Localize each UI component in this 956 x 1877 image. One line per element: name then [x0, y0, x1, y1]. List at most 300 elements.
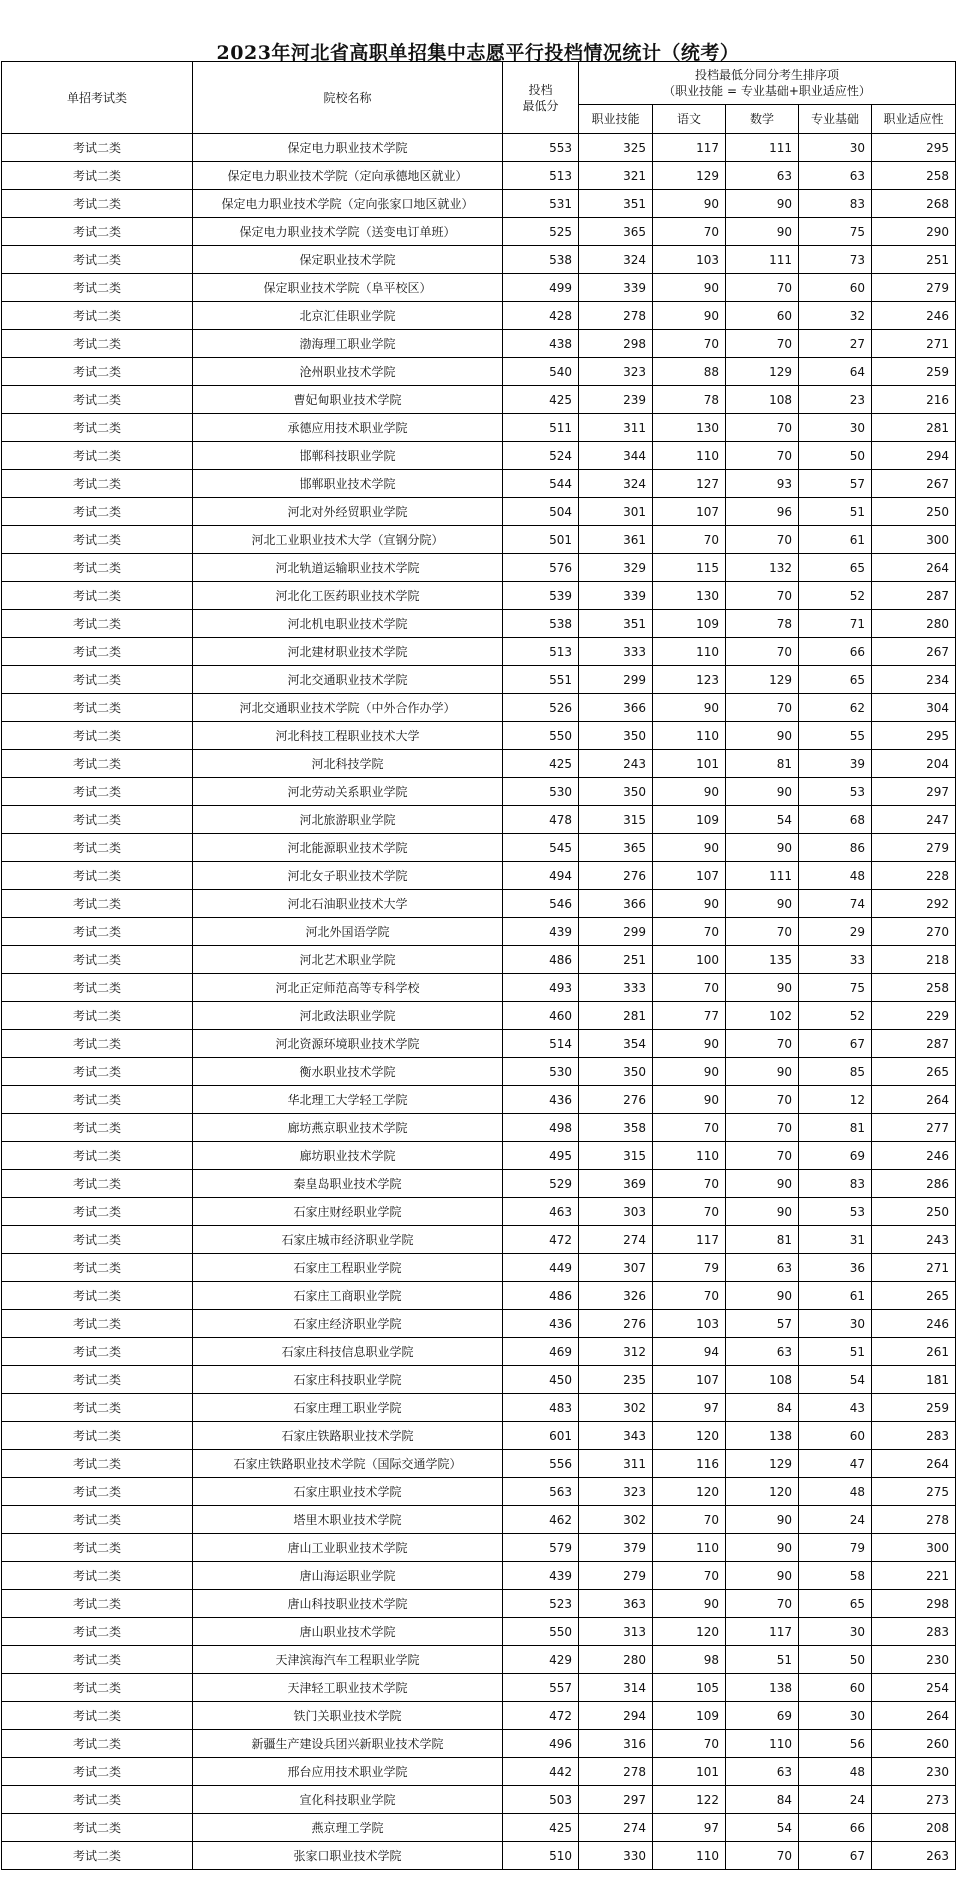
cell-math: 70 — [726, 694, 799, 722]
cell-math: 70 — [726, 1030, 799, 1058]
cell-category: 考试二类 — [2, 1310, 193, 1338]
cell-basic: 83 — [799, 190, 872, 218]
cell-school: 承德应用技术职业学院 — [193, 414, 503, 442]
table-row — [2, 1674, 956, 1702]
cell-category: 考试二类 — [2, 666, 193, 694]
cell-min-score: 449 — [503, 1254, 579, 1282]
table-row — [2, 1646, 956, 1674]
cell-school: 河北正定师范高等专科学校 — [193, 974, 503, 1002]
table-row — [2, 1002, 956, 1030]
table-row — [2, 722, 956, 750]
cell-basic: 53 — [799, 1198, 872, 1226]
cell-category: 考试二类 — [2, 1730, 193, 1758]
cell-school: 沧州职业技术学院 — [193, 358, 503, 386]
cell-min-score: 545 — [503, 834, 579, 862]
cell-skill: 339 — [579, 582, 653, 610]
cell-skill: 329 — [579, 554, 653, 582]
cell-skill: 324 — [579, 246, 653, 274]
cell-skill: 315 — [579, 1142, 653, 1170]
cell-basic: 27 — [799, 330, 872, 358]
cell-min-score: 472 — [503, 1702, 579, 1730]
table-row — [2, 1842, 956, 1870]
cell-chinese: 70 — [653, 1506, 726, 1534]
cell-basic: 56 — [799, 1730, 872, 1758]
cell-adaptability: 265 — [872, 1058, 956, 1086]
cell-math: 110 — [726, 1730, 799, 1758]
cell-skill: 294 — [579, 1702, 653, 1730]
cell-school: 曹妃甸职业技术学院 — [193, 386, 503, 414]
cell-basic: 30 — [799, 414, 872, 442]
cell-skill: 366 — [579, 694, 653, 722]
header-tiebreak — [579, 62, 956, 105]
cell-math: 81 — [726, 750, 799, 778]
cell-adaptability: 273 — [872, 1786, 956, 1814]
cell-chinese: 110 — [653, 638, 726, 666]
cell-adaptability: 181 — [872, 1366, 956, 1394]
cell-min-score: 557 — [503, 1674, 579, 1702]
cell-chinese: 116 — [653, 1450, 726, 1478]
cell-category: 考试二类 — [2, 1422, 193, 1450]
cell-math: 96 — [726, 498, 799, 526]
cell-min-score: 514 — [503, 1030, 579, 1058]
table-row — [2, 1702, 956, 1730]
table-row — [2, 134, 956, 162]
cell-skill: 351 — [579, 610, 653, 638]
cell-min-score: 579 — [503, 1534, 579, 1562]
cell-category: 考试二类 — [2, 806, 193, 834]
cell-category: 考试二类 — [2, 778, 193, 806]
cell-adaptability: 259 — [872, 358, 956, 386]
table-row — [2, 778, 956, 806]
cell-math: 54 — [726, 806, 799, 834]
cell-chinese: 110 — [653, 442, 726, 470]
cell-school: 石家庄城市经济职业学院 — [193, 1226, 503, 1254]
cell-category: 考试二类 — [2, 1506, 193, 1534]
cell-adaptability: 246 — [872, 302, 956, 330]
cell-adaptability: 290 — [872, 218, 956, 246]
cell-skill: 298 — [579, 330, 653, 358]
cell-basic: 47 — [799, 1450, 872, 1478]
header-min-score — [503, 62, 579, 134]
cell-adaptability: 283 — [872, 1422, 956, 1450]
cell-skill: 333 — [579, 974, 653, 1002]
cell-basic: 85 — [799, 1058, 872, 1086]
cell-skill: 235 — [579, 1366, 653, 1394]
cell-adaptability: 258 — [872, 162, 956, 190]
cell-skill: 312 — [579, 1338, 653, 1366]
cell-min-score: 530 — [503, 1058, 579, 1086]
cell-chinese: 120 — [653, 1478, 726, 1506]
cell-category: 考试二类 — [2, 1534, 193, 1562]
cell-math: 90 — [726, 1534, 799, 1562]
cell-min-score: 425 — [503, 1814, 579, 1842]
table-row — [2, 1394, 956, 1422]
cell-school: 河北艺术职业学院 — [193, 946, 503, 974]
cell-basic: 12 — [799, 1086, 872, 1114]
cell-chinese: 117 — [653, 1226, 726, 1254]
cell-category: 考试二类 — [2, 890, 193, 918]
cell-school: 河北女子职业技术学院 — [193, 862, 503, 890]
cell-adaptability: 281 — [872, 414, 956, 442]
cell-min-score: 504 — [503, 498, 579, 526]
cell-skill: 278 — [579, 1758, 653, 1786]
cell-math: 70 — [726, 582, 799, 610]
cell-adaptability: 264 — [872, 1086, 956, 1114]
cell-school: 石家庄职业技术学院 — [193, 1478, 503, 1506]
table-row — [2, 526, 956, 554]
cell-chinese: 107 — [653, 862, 726, 890]
cell-skill: 278 — [579, 302, 653, 330]
header-category: 单招考试类 — [2, 62, 193, 134]
table-row — [2, 1590, 956, 1618]
cell-school: 河北工业职业技术大学（宣钢分院） — [193, 526, 503, 554]
cell-chinese: 90 — [653, 190, 726, 218]
cell-basic: 30 — [799, 1702, 872, 1730]
cell-chinese: 77 — [653, 1002, 726, 1030]
cell-math: 90 — [726, 722, 799, 750]
cell-math: 63 — [726, 1758, 799, 1786]
cell-math: 63 — [726, 162, 799, 190]
cell-adaptability: 295 — [872, 134, 956, 162]
cell-math: 81 — [726, 1226, 799, 1254]
header-school: 院校名称 — [193, 62, 503, 134]
cell-category: 考试二类 — [2, 302, 193, 330]
cell-skill: 316 — [579, 1730, 653, 1758]
cell-math: 102 — [726, 1002, 799, 1030]
cell-category: 考试二类 — [2, 554, 193, 582]
cell-math: 57 — [726, 1310, 799, 1338]
cell-adaptability: 234 — [872, 666, 956, 694]
cell-skill: 326 — [579, 1282, 653, 1310]
cell-math: 70 — [726, 526, 799, 554]
cell-school: 河北交通职业技术学院 — [193, 666, 503, 694]
cell-school: 河北旅游职业学院 — [193, 806, 503, 834]
cell-adaptability: 208 — [872, 1814, 956, 1842]
cell-category: 考试二类 — [2, 834, 193, 862]
cell-category: 考试二类 — [2, 1002, 193, 1030]
cell-min-score: 551 — [503, 666, 579, 694]
cell-min-score: 550 — [503, 722, 579, 750]
cell-school: 河北建材职业技术学院 — [193, 638, 503, 666]
cell-school: 河北能源职业技术学院 — [193, 834, 503, 862]
cell-category: 考试二类 — [2, 1786, 193, 1814]
cell-school: 北京汇佳职业学院 — [193, 302, 503, 330]
cell-basic: 43 — [799, 1394, 872, 1422]
cell-category: 考试二类 — [2, 1198, 193, 1226]
cell-skill: 321 — [579, 162, 653, 190]
cell-category: 考试二类 — [2, 1394, 193, 1422]
cell-basic: 51 — [799, 498, 872, 526]
cell-adaptability: 264 — [872, 1702, 956, 1730]
table-row — [2, 358, 956, 386]
cell-category: 考试二类 — [2, 1450, 193, 1478]
cell-min-score: 450 — [503, 1366, 579, 1394]
cell-adaptability: 286 — [872, 1170, 956, 1198]
cell-school: 石家庄科技职业学院 — [193, 1366, 503, 1394]
cell-adaptability: 300 — [872, 526, 956, 554]
cell-min-score: 538 — [503, 246, 579, 274]
cell-chinese: 109 — [653, 806, 726, 834]
header-min-score-line2: 最低分 — [522, 98, 559, 113]
cell-school: 天津滨海汽车工程职业学院 — [193, 1646, 503, 1674]
cell-basic: 39 — [799, 750, 872, 778]
cell-min-score: 499 — [503, 274, 579, 302]
cell-category: 考试二类 — [2, 358, 193, 386]
cell-math: 90 — [726, 890, 799, 918]
cell-adaptability: 228 — [872, 862, 956, 890]
cell-school: 宣化科技职业学院 — [193, 1786, 503, 1814]
cell-chinese: 130 — [653, 582, 726, 610]
cell-basic: 52 — [799, 1002, 872, 1030]
cell-skill: 311 — [579, 414, 653, 442]
cell-skill: 307 — [579, 1254, 653, 1282]
cell-skill: 276 — [579, 1310, 653, 1338]
cell-min-score: 601 — [503, 1422, 579, 1450]
cell-chinese: 105 — [653, 1674, 726, 1702]
cell-skill: 274 — [579, 1814, 653, 1842]
table-row — [2, 1282, 956, 1310]
cell-skill: 313 — [579, 1618, 653, 1646]
cell-school: 唐山海运职业学院 — [193, 1562, 503, 1590]
cell-min-score: 539 — [503, 582, 579, 610]
cell-adaptability: 265 — [872, 1282, 956, 1310]
header-math: 数学 — [726, 105, 799, 134]
cell-school: 河北化工医药职业技术学院 — [193, 582, 503, 610]
cell-skill: 314 — [579, 1674, 653, 1702]
table-row — [2, 1058, 956, 1086]
cell-skill: 303 — [579, 1198, 653, 1226]
table-row — [2, 750, 956, 778]
cell-skill: 276 — [579, 862, 653, 890]
cell-skill: 369 — [579, 1170, 653, 1198]
cell-skill: 302 — [579, 1394, 653, 1422]
cell-basic: 69 — [799, 1142, 872, 1170]
cell-min-score: 576 — [503, 554, 579, 582]
cell-min-score: 524 — [503, 442, 579, 470]
cell-adaptability: 218 — [872, 946, 956, 974]
cell-min-score: 510 — [503, 1842, 579, 1870]
cell-skill: 274 — [579, 1226, 653, 1254]
table-row — [2, 1142, 956, 1170]
cell-chinese: 123 — [653, 666, 726, 694]
cell-chinese: 110 — [653, 1842, 726, 1870]
cell-min-score: 462 — [503, 1506, 579, 1534]
cell-basic: 55 — [799, 722, 872, 750]
cell-min-score: 513 — [503, 638, 579, 666]
cell-basic: 64 — [799, 358, 872, 386]
cell-min-score: 425 — [503, 750, 579, 778]
cell-math: 69 — [726, 1702, 799, 1730]
cell-adaptability: 278 — [872, 1506, 956, 1534]
cell-skill: 350 — [579, 1058, 653, 1086]
cell-math: 78 — [726, 610, 799, 638]
cell-school: 铁门关职业技术学院 — [193, 1702, 503, 1730]
cell-basic: 32 — [799, 302, 872, 330]
cell-skill: 325 — [579, 134, 653, 162]
cell-category: 考试二类 — [2, 1562, 193, 1590]
cell-category: 考试二类 — [2, 582, 193, 610]
cell-basic: 54 — [799, 1366, 872, 1394]
cell-math: 70 — [726, 414, 799, 442]
cell-basic: 75 — [799, 218, 872, 246]
cell-math: 70 — [726, 274, 799, 302]
cell-min-score: 439 — [503, 918, 579, 946]
cell-min-score: 529 — [503, 1170, 579, 1198]
cell-math: 111 — [726, 134, 799, 162]
cell-min-score: 530 — [503, 778, 579, 806]
table-row — [2, 1730, 956, 1758]
cell-adaptability: 250 — [872, 1198, 956, 1226]
cell-min-score: 525 — [503, 218, 579, 246]
cell-skill: 343 — [579, 1422, 653, 1450]
cell-category: 考试二类 — [2, 1814, 193, 1842]
cell-skill: 324 — [579, 470, 653, 498]
cell-math: 84 — [726, 1786, 799, 1814]
cell-basic: 24 — [799, 1506, 872, 1534]
cell-math: 90 — [726, 1282, 799, 1310]
cell-school: 石家庄工程职业学院 — [193, 1254, 503, 1282]
cell-min-score: 538 — [503, 610, 579, 638]
cell-category: 考试二类 — [2, 750, 193, 778]
cell-category: 考试二类 — [2, 610, 193, 638]
table-row — [2, 442, 956, 470]
cell-min-score: 486 — [503, 946, 579, 974]
table-row — [2, 1366, 956, 1394]
cell-category: 考试二类 — [2, 1758, 193, 1786]
cell-category: 考试二类 — [2, 1478, 193, 1506]
cell-skill: 365 — [579, 218, 653, 246]
cell-skill: 323 — [579, 358, 653, 386]
cell-school: 石家庄铁路职业技术学院（国际交通学院） — [193, 1450, 503, 1478]
cell-min-score: 503 — [503, 1786, 579, 1814]
cell-chinese: 70 — [653, 1562, 726, 1590]
cell-chinese: 90 — [653, 778, 726, 806]
cell-school: 邢台应用技术职业学院 — [193, 1758, 503, 1786]
cell-category: 考试二类 — [2, 694, 193, 722]
cell-school: 河北石油职业技术大学 — [193, 890, 503, 918]
table-row — [2, 918, 956, 946]
cell-adaptability: 298 — [872, 1590, 956, 1618]
cell-chinese: 109 — [653, 610, 726, 638]
cell-math: 129 — [726, 358, 799, 386]
cell-category: 考试二类 — [2, 526, 193, 554]
cell-basic: 74 — [799, 890, 872, 918]
cell-school: 石家庄经济职业学院 — [193, 1310, 503, 1338]
cell-math: 60 — [726, 302, 799, 330]
cell-min-score: 498 — [503, 1114, 579, 1142]
cell-math: 90 — [726, 1170, 799, 1198]
cell-school: 保定电力职业技术学院 — [193, 134, 503, 162]
cell-school: 衡水职业技术学院 — [193, 1058, 503, 1086]
cell-chinese: 98 — [653, 1646, 726, 1674]
cell-adaptability: 268 — [872, 190, 956, 218]
cell-math: 90 — [726, 1562, 799, 1590]
cell-school: 河北科技学院 — [193, 750, 503, 778]
cell-skill: 350 — [579, 722, 653, 750]
cell-school: 华北理工大学轻工学院 — [193, 1086, 503, 1114]
cell-min-score: 442 — [503, 1758, 579, 1786]
cell-school: 唐山科技职业技术学院 — [193, 1590, 503, 1618]
cell-math: 90 — [726, 778, 799, 806]
cell-min-score: 439 — [503, 1562, 579, 1590]
cell-skill: 251 — [579, 946, 653, 974]
table-row — [2, 1338, 956, 1366]
cell-chinese: 94 — [653, 1338, 726, 1366]
cell-adaptability: 260 — [872, 1730, 956, 1758]
cell-school: 河北机电职业技术学院 — [193, 610, 503, 638]
table-row — [2, 1114, 956, 1142]
cell-basic: 58 — [799, 1562, 872, 1590]
cell-chinese: 103 — [653, 246, 726, 274]
cell-adaptability: 250 — [872, 498, 956, 526]
cell-math: 111 — [726, 862, 799, 890]
cell-skill: 302 — [579, 1506, 653, 1534]
cell-skill: 276 — [579, 1086, 653, 1114]
cell-basic: 83 — [799, 1170, 872, 1198]
cell-adaptability: 221 — [872, 1562, 956, 1590]
cell-school: 石家庄财经职业学院 — [193, 1198, 503, 1226]
page-title: 2023年河北省高职单招集中志愿平行投档情况统计（统考） — [216, 42, 740, 64]
cell-chinese: 100 — [653, 946, 726, 974]
cell-chinese: 117 — [653, 134, 726, 162]
table-row — [2, 1198, 956, 1226]
cell-adaptability: 287 — [872, 582, 956, 610]
cell-min-score: 526 — [503, 694, 579, 722]
cell-category: 考试二类 — [2, 946, 193, 974]
cell-chinese: 109 — [653, 1702, 726, 1730]
cell-skill: 281 — [579, 1002, 653, 1030]
cell-school: 保定电力职业技术学院（定向张家口地区就业） — [193, 190, 503, 218]
cell-adaptability: 295 — [872, 722, 956, 750]
cell-math: 138 — [726, 1422, 799, 1450]
cell-basic: 68 — [799, 806, 872, 834]
cell-adaptability: 267 — [872, 470, 956, 498]
cell-skill: 243 — [579, 750, 653, 778]
cell-chinese: 90 — [653, 694, 726, 722]
cell-category: 考试二类 — [2, 1058, 193, 1086]
cell-category: 考试二类 — [2, 1842, 193, 1870]
cell-school: 渤海理工职业学院 — [193, 330, 503, 358]
table-body — [2, 134, 956, 1870]
cell-chinese: 110 — [653, 1142, 726, 1170]
cell-category: 考试二类 — [2, 1674, 193, 1702]
cell-adaptability: 251 — [872, 246, 956, 274]
cell-category: 考试二类 — [2, 1030, 193, 1058]
cell-chinese: 127 — [653, 470, 726, 498]
cell-math: 51 — [726, 1646, 799, 1674]
cell-min-score: 494 — [503, 862, 579, 890]
cell-adaptability: 267 — [872, 638, 956, 666]
cell-category: 考试二类 — [2, 1646, 193, 1674]
table-row — [2, 974, 956, 1002]
cell-school: 保定电力职业技术学院（定向承德地区就业） — [193, 162, 503, 190]
cell-adaptability: 230 — [872, 1646, 956, 1674]
cell-chinese: 120 — [653, 1618, 726, 1646]
cell-chinese: 70 — [653, 974, 726, 1002]
cell-basic: 65 — [799, 666, 872, 694]
table-row — [2, 946, 956, 974]
cell-basic: 71 — [799, 610, 872, 638]
cell-skill: 239 — [579, 386, 653, 414]
cell-math: 129 — [726, 666, 799, 694]
header-skill: 职业技能 — [579, 105, 653, 134]
cell-adaptability: 230 — [872, 1758, 956, 1786]
cell-math: 90 — [726, 974, 799, 1002]
cell-adaptability: 229 — [872, 1002, 956, 1030]
cell-min-score: 428 — [503, 302, 579, 330]
cell-basic: 33 — [799, 946, 872, 974]
cell-category: 考试二类 — [2, 1366, 193, 1394]
